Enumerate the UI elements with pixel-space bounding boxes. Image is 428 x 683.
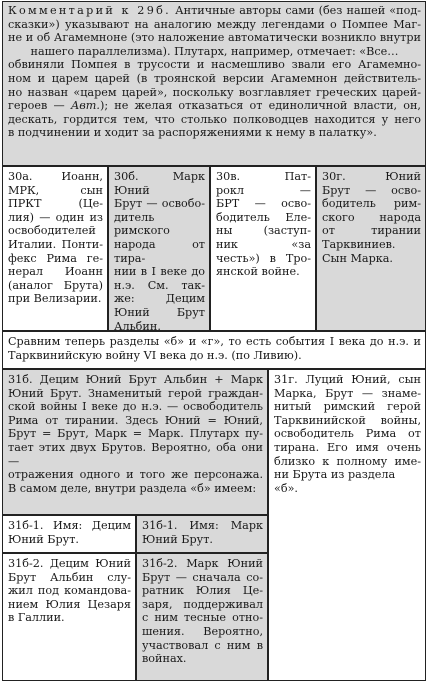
cell-31b2-right-line: ратник Юлия Це- (142, 584, 263, 598)
cell-30a (2, 166, 108, 331)
comment-line-4: нашего параллелизма). Плутарх, например, отмечает: «Все… (30, 44, 399, 58)
cell-31b2-right-line: заря, поддерживал (142, 597, 263, 611)
cell-31b-line: тает этих двух Брутов. Вероятно, оба они — (8, 440, 263, 468)
cell-30d-line: 30г. Юний (322, 170, 421, 183)
cell-30b-line: же: Децим (114, 292, 205, 306)
cell-31g-line: нитый римский герой (274, 400, 421, 414)
cell-30c (210, 166, 316, 331)
cell-31b2-right (136, 553, 268, 681)
comment-block (2, 1, 426, 166)
cell-30c-line: бодитель Еле- (216, 210, 311, 224)
cell-30a-line: лия) — один из (8, 210, 103, 224)
cell-30b-line: нии в I веке до (114, 265, 205, 279)
cell-31b1-right-line: Юний Брут. (142, 532, 213, 546)
cell-31b2-left-line: 31б-2. Децим Юний (8, 557, 131, 570)
comment-line-1: Комментарий к 29б. Античные авторы сами (без нашей «под- (8, 4, 421, 17)
cell-30c-line: честь») в Тро- (216, 251, 311, 265)
cell-31g-line: ни Брута из раздела «б». (274, 468, 396, 495)
cell-31b (2, 369, 268, 515)
cell-31g-line: Марка, Брут — знаме- (274, 386, 421, 400)
cell-30a-line: при Велизарии. (8, 292, 102, 306)
cell-30d (316, 166, 426, 331)
cell-31b2-right-line: с ним тесные отно- (142, 611, 263, 625)
cell-30b-line: 30б. Марк Юний (114, 170, 205, 197)
comment-line-10: в подчинении и ходит за распоряжениями к нему в палатку». (8, 126, 377, 140)
comment-line-6: ном и царем царей (в троянской версии Агамемнон действитель- (8, 71, 421, 85)
cell-30c-line: ник «за (216, 237, 311, 251)
cell-30d-line: Брут — осво- (322, 183, 421, 197)
cell-30a-line: освободителей (8, 224, 96, 238)
comment-line-3: не и об Агамемноне (это наложение автоматически возникло внутри (8, 31, 421, 45)
cell-30b-line: Брут — освобо- (114, 197, 205, 211)
comparison-line: Тарквинийскую войну VI века до н.э. (по Ливию). (8, 348, 302, 362)
cell-30c-line: рокл — (216, 183, 311, 197)
cell-30c-line: янской войне. (216, 265, 300, 279)
cell-31b1-left-line: 31б-1. Имя: Децим (8, 519, 131, 532)
cell-31g-line: 31г. Луций Юний, сын (274, 373, 421, 386)
cell-31b2-right-line: шения. Вероятно, (142, 624, 263, 638)
comment-line-9: дескать, гордится тем, что столько полководцев находится у него (8, 112, 421, 126)
cell-31b2-left-line: Брут Альбин слу- (8, 570, 131, 584)
cell-30b-line: н.э. См. так- (114, 278, 205, 292)
cell-30b-line: дитель римского (114, 210, 170, 238)
cell-30a-line: 30а. Иоанн, (8, 170, 103, 183)
cell-31g-line: освободитель Рима от (274, 427, 421, 441)
cell-30b-line: Альбин. (114, 319, 161, 331)
cell-30b-line: народа от тира- (114, 237, 205, 265)
cell-31b2-right-line: Брут — сначала со- (142, 570, 263, 584)
cell-31g-line: Тарквинийской войны, (274, 413, 421, 427)
cell-30d-line: Сын Марка. (322, 251, 393, 265)
cell-30a-line: нерал Иоанн (8, 265, 103, 279)
comment-line-8: героев — Авт.); не желая отказаться от единоличной власти, он, (8, 99, 421, 113)
cell-30a-line: МРК, сын (8, 183, 103, 197)
cell-31b1-right-line: 31б-1. Имя: Марк (142, 519, 263, 532)
cell-31b2-right-line: 31б-2. Марк Юний (142, 557, 263, 570)
cell-31b2-left-line: жил под командова- (8, 584, 131, 598)
cell-31b-line: Юний Брут. Знаменитый герой граждан- (8, 386, 263, 400)
cell-31b2-right-line: участвовал с ним в (142, 638, 263, 652)
cell-31b-line: ской войны I веке до н.э. — освободитель (8, 400, 263, 414)
cell-31b1-left-line: Юний Брут. (8, 532, 79, 546)
comment-line-5: обвиняли Помпея в трусости и насмешливо звали его Агамемно- (8, 58, 421, 72)
cell-31b2-left (2, 553, 136, 681)
cell-30c-line: 30в. Пат- (216, 170, 311, 183)
cell-31g-line: близко к полному име- (274, 454, 421, 468)
author-note: Авт. (70, 99, 100, 113)
cell-30b (108, 166, 210, 331)
cell-30d-line: ского народа (322, 210, 421, 224)
cell-30a-line: ПРКТ (Це- (8, 197, 103, 211)
comment-heading: Комментарий к 29б. (8, 4, 172, 17)
cell-31b-line: 31б. Децим Юний Брут Альбин + Марк (8, 373, 263, 386)
cell-30a-line: (аналог Брута) (8, 278, 103, 292)
cell-31b-line: отражения одного и того же персонажа. (8, 468, 263, 482)
cell-30c-line: БРТ — осво- (216, 197, 311, 211)
cell-30c-line: ны (заступ- (216, 224, 311, 238)
cell-30b-line: Юний Брут (114, 305, 205, 319)
cell-31b2-left-line: в Галлии. (8, 611, 65, 625)
cell-30d-line: бодитель рим- (322, 197, 421, 211)
cell-31b2-left-line: нием Юлия Цезаря (8, 597, 131, 611)
cell-30a-line: Италии. Понти- (8, 237, 103, 251)
comparison-note (2, 331, 426, 369)
cell-31b1-right (136, 515, 268, 553)
cell-31g-line: тирана. Его имя очень (274, 440, 421, 454)
comparison-line: Сравним теперь разделы «б» и «г», то есть события I века до н.э. и (8, 335, 421, 348)
cell-30d-line: от тирании (322, 224, 421, 238)
cell-31b-line: В самом деле, внутри раздела «б» имеем: (8, 481, 257, 495)
cell-30a-line: фекс Рима ге- (8, 251, 103, 265)
comment-line-7: но назван «царем царей», поскольку возглавляет греческих царей- (8, 85, 421, 99)
comment-line-2: сказки») указывают на аналогию между легендами о Помпее Маг- (8, 17, 421, 31)
cell-31b-line: Брут = Брут, Марк = Марк. Плутарх пу- (8, 427, 263, 441)
cell-31g (268, 369, 426, 681)
cell-31b2-right-line: войнах. (142, 652, 187, 666)
cell-30d-line: Тарквиниев. (322, 237, 396, 251)
cell-31b1-left (2, 515, 136, 553)
cell-31b-line: Рима от тирании. Здесь Юний = Юний, (8, 413, 263, 427)
